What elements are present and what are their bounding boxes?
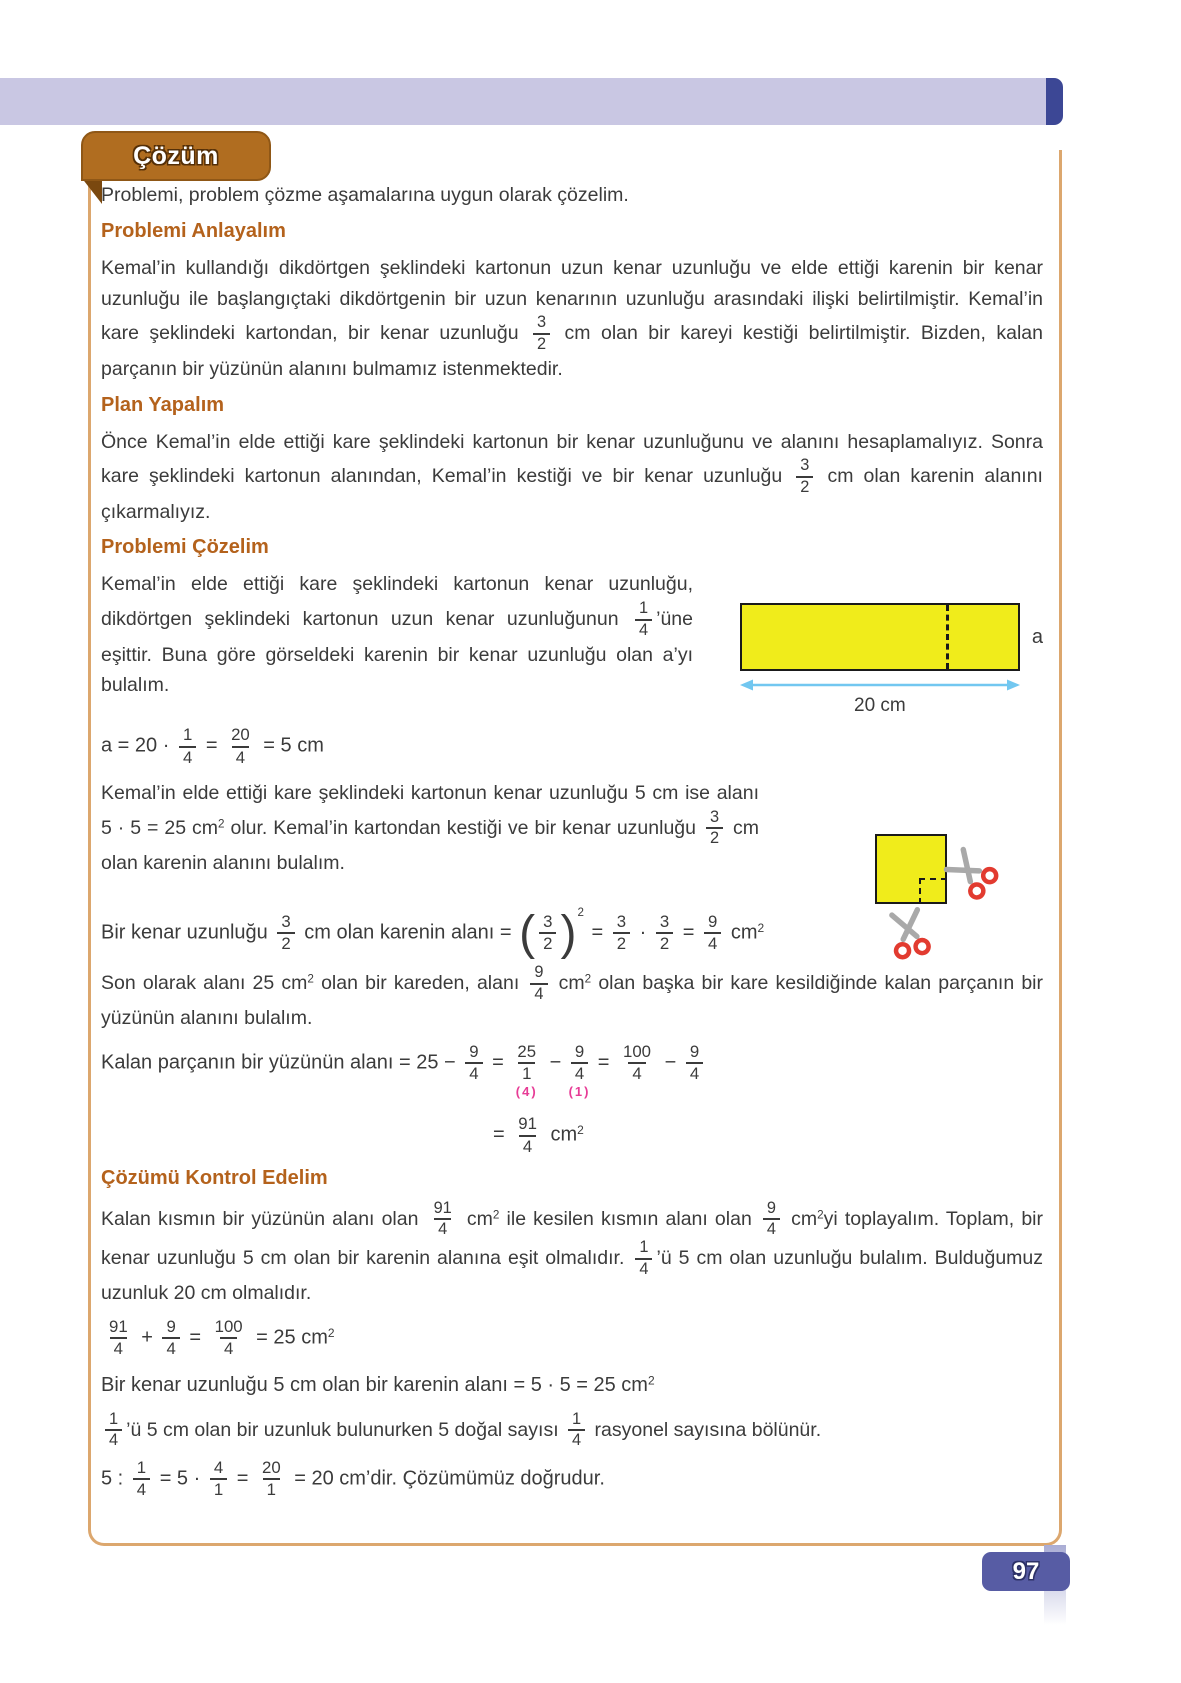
heading-plan-yapalim: Plan Yapalım bbox=[101, 393, 225, 416]
superscript: 2 bbox=[577, 1123, 584, 1138]
text-run: rasyonel sayısına bölünür. bbox=[589, 1418, 822, 1441]
text-run: cm bbox=[784, 1207, 818, 1230]
superscript: 2 bbox=[817, 1208, 824, 1222]
paragraph-kontrol bbox=[101, 1200, 1043, 1309]
header-bar bbox=[0, 78, 1046, 125]
text-run: = 5 · bbox=[154, 1467, 206, 1490]
fraction: $\frac{100}{4}$ bbox=[623, 1042, 652, 1084]
text-run: = bbox=[231, 1467, 254, 1490]
text-run: ’ü 5 cm olan uzunluğu bulalım. Bulduğumuz uzunluk 20 cm olmalıdır. bbox=[101, 1246, 1043, 1305]
paragraph-kare-kenar bbox=[101, 569, 693, 701]
text-run: cm bbox=[551, 971, 585, 994]
rectangle-diagram bbox=[740, 569, 1043, 717]
solution-content bbox=[91, 150, 1059, 1520]
fraction: $\frac{3}{2}$ bbox=[533, 314, 550, 353]
text-run: − bbox=[544, 1051, 567, 1074]
text-run: Kemal’in kullandığı dikdörtgen şeklindeki kartonun uzun kenar uzunluğu ve elde ettiği karenin bir kenar uzunluğu ile başlangıçtaki dikdörtgenin bir uzun kenarının uzunluğu arasındaki ilişki belirtilmiştir. Kemal’in kare şeklindeki kartondan, bir kenar uzunluğu bbox=[101, 256, 1043, 345]
equation-sonuc-91 bbox=[493, 1115, 1043, 1155]
text-run: Problemi, problem çözme aşamalarına uygun olarak çözelim. bbox=[101, 184, 629, 206]
solution-box bbox=[88, 141, 1062, 1546]
text-run: ’ü 5 cm olan bir uzunluk bulunurken 5 doğal sayısı bbox=[126, 1418, 565, 1441]
fraction: 9 4 (1) bbox=[568, 1042, 591, 1100]
text-run: cm olan karenin alanını çıkarmalıyız. bbox=[101, 465, 1043, 523]
equation-toplam bbox=[101, 1318, 1043, 1358]
fraction: $\frac{100}{4}$ bbox=[214, 1317, 243, 1359]
equation-a bbox=[101, 726, 1043, 766]
fraction: $\frac{4}{1}$ bbox=[210, 1459, 227, 1499]
fraction: $\frac{1}{4}$ bbox=[133, 1459, 150, 1499]
text-run: = bbox=[585, 921, 609, 944]
fraction: $\frac{1}{4}$ bbox=[635, 600, 652, 639]
fraction: $\frac{3}{2}$ bbox=[706, 809, 723, 848]
text-run: = bbox=[183, 1326, 207, 1349]
superscript: 2 bbox=[307, 972, 314, 986]
superscript: 2 bbox=[757, 920, 765, 935]
superscript: 2 bbox=[577, 905, 584, 919]
text-run: cm bbox=[544, 1123, 578, 1146]
paragraph-alan-25 bbox=[101, 778, 759, 879]
text-run: cm olan bir kareyi kestiği belirtilmiştir. Bizden, kalan parçanın bir yüzünün alanını bulmamız istenmektedir. bbox=[101, 322, 1043, 380]
fraction: $\frac{91}{4}$ bbox=[433, 1198, 452, 1239]
solution-badge-label: Çözüm bbox=[133, 141, 219, 170]
solution-badge bbox=[81, 131, 271, 181]
fraction: $\frac{9}{4}$ bbox=[763, 1200, 780, 1239]
header-bar-cap bbox=[1046, 78, 1063, 125]
text-run: cm olan karenin alanını bulalım. bbox=[101, 816, 759, 874]
fraction: $\frac{9}{4}$ bbox=[465, 1043, 482, 1083]
width-label: 20 cm bbox=[854, 695, 906, 717]
paragraph-dogal-sayi bbox=[101, 1411, 1043, 1450]
text-run: ’üne eşittir. Buna göre görseldeki karenin bir kenar uzunluğu olan a’yı bulalım. bbox=[101, 608, 693, 697]
fraction: $\frac{9}{4}$ bbox=[530, 964, 547, 1003]
paragraph-son-olarak bbox=[101, 964, 1043, 1034]
text-run: cm olan karenin alanı = bbox=[298, 921, 518, 944]
text-run: ile kesilen kısmın alanı olan bbox=[499, 1207, 759, 1230]
text-run: Son olarak alanı 25 cm bbox=[101, 971, 308, 994]
text-run: = bbox=[200, 734, 224, 757]
text-run: = 20 cm’dir. Çözümümüz doğrudur. bbox=[288, 1467, 605, 1490]
badge-fold bbox=[81, 177, 102, 204]
text-run: Bir kenar uzunluğu 5 cm olan bir karenin alanı = 5 · 5 = 25 cm bbox=[101, 1373, 648, 1396]
fraction: $\frac{3}{2}$ bbox=[796, 457, 813, 496]
text-run: = bbox=[493, 1123, 511, 1146]
text-run: olur. Kemal’in kartondan kestiği ve bir kenar uzunluğu bbox=[224, 816, 702, 839]
parenthesized-fraction: ( $\frac{3}{2}$ ) $^2$ bbox=[519, 905, 584, 960]
heading-problemi-anlayalim: Problemi Anlayalım bbox=[101, 219, 286, 242]
fraction: $\frac{1}{4}$ bbox=[568, 1411, 585, 1450]
text-run: cm bbox=[725, 921, 758, 944]
text-run: a = 20 · bbox=[101, 734, 175, 757]
superscript: 2 bbox=[218, 816, 225, 830]
denominator-note: (4) bbox=[515, 1084, 538, 1100]
text-run: = 25 cm bbox=[250, 1326, 328, 1349]
superscript: 2 bbox=[584, 972, 592, 986]
fraction: $\frac{3}{2}$ bbox=[277, 913, 294, 953]
text-run: = bbox=[592, 1051, 616, 1074]
fraction: $\frac{3}{2}$ bbox=[539, 913, 556, 953]
fraction: $\frac{91}{4}$ bbox=[518, 1114, 537, 1156]
paragraph-alan-25-row bbox=[101, 778, 1043, 904]
page-number: 97 bbox=[1012, 1557, 1040, 1585]
fraction: $\frac{9}{4}$ bbox=[162, 1318, 179, 1358]
text-run: − bbox=[659, 1051, 682, 1074]
heading-problemi-cozelim: Problemi Çözelim bbox=[101, 536, 269, 559]
text-run: olan bir kareden, alanı bbox=[313, 971, 527, 994]
text-run: cm bbox=[459, 1207, 493, 1230]
fraction: $\frac{9}{4}$ bbox=[686, 1043, 703, 1083]
cardboard-square bbox=[875, 834, 947, 904]
denominator-note: (1) bbox=[568, 1084, 591, 1100]
text-run: olan başka bir kare kesildiğinde kalan parçanın bir yüzünün alanını bulalım. bbox=[101, 971, 1043, 1030]
text-run: Bir kenar uzunluğu bbox=[101, 921, 274, 944]
equation-kare-25 bbox=[101, 1370, 1043, 1400]
text-run: yi toplayalım. Toplam, bir kenar uzunluğu 5 cm olan bir karenin alanına eşit olmalıdır. bbox=[101, 1207, 1043, 1269]
text-run: Önce Kemal’in elde ettiği kare şeklindeki kartonun bir kenar uzunluğunu ve alanını hesaplamalıyız. Sonra kare şeklindeki kartonun alanından, Kemal’in kestiği ve bir kenar uzunluğu bbox=[101, 430, 1043, 488]
fraction: $\frac{3}{2}$ bbox=[613, 913, 630, 953]
text-run: + bbox=[135, 1326, 159, 1349]
cardboard-rectangle bbox=[740, 603, 1020, 671]
text-run: Kemal’in elde ettiği kare şeklindeki kartonun kenar uzunluğu, dikdörtgen şeklindeki kartonun uzun kenar uzunluğunun bbox=[101, 573, 693, 631]
text-run: Kemal’in elde ettiği kare şeklindeki kartonun kenar uzunluğu 5 cm ise alanı 5 · 5 = 25 cm bbox=[101, 781, 759, 839]
fraction: $\frac{20}{4}$ bbox=[231, 725, 250, 767]
square-diagram bbox=[875, 778, 947, 904]
text-run: Kalan kısmın bir yüzünün alanı olan bbox=[101, 1207, 426, 1230]
superscript: 2 bbox=[647, 1372, 655, 1387]
superscript: 2 bbox=[327, 1326, 335, 1341]
paragraph-kare-kenar-row bbox=[101, 569, 1043, 717]
intro-paragraph bbox=[101, 180, 1043, 211]
fraction: $\frac{9}{4}$ bbox=[704, 913, 721, 953]
fraction: 25 1 (4) bbox=[515, 1042, 538, 1100]
fraction: $\frac{1}{4}$ bbox=[179, 726, 196, 766]
superscript: 2 bbox=[492, 1208, 500, 1222]
text-run: = bbox=[677, 921, 700, 944]
fraction: $\frac{1}{4}$ bbox=[635, 1239, 652, 1278]
double-arrow-icon bbox=[740, 678, 1020, 692]
equation-kalan bbox=[101, 1042, 1043, 1100]
text-run: = 5 cm bbox=[257, 734, 324, 757]
fraction: $\frac{1}{4}$ bbox=[105, 1411, 122, 1450]
text-run: · bbox=[634, 921, 652, 944]
heading-cozumu-kontrol: Çözümü Kontrol Edelim bbox=[101, 1166, 328, 1189]
equation-bolme bbox=[101, 1459, 1043, 1499]
paragraph-plan bbox=[101, 427, 1043, 528]
fraction: $\frac{20}{1}$ bbox=[261, 1457, 281, 1499]
page-number-badge bbox=[982, 1552, 1070, 1591]
cut-line bbox=[946, 605, 949, 669]
side-length-label: a bbox=[1031, 625, 1043, 648]
fraction: $\frac{3}{2}$ bbox=[656, 913, 673, 953]
paragraph-anlayalim bbox=[101, 253, 1043, 385]
text-run: = bbox=[486, 1051, 510, 1074]
cut-corner-line bbox=[919, 878, 947, 904]
scissors-icon bbox=[939, 841, 1003, 904]
text-run: 5 : bbox=[101, 1467, 129, 1490]
fraction: $\frac{91}{4}$ bbox=[109, 1317, 128, 1359]
text-run: Kalan parçanın bir yüzünün alanı = 25 − bbox=[101, 1051, 462, 1074]
